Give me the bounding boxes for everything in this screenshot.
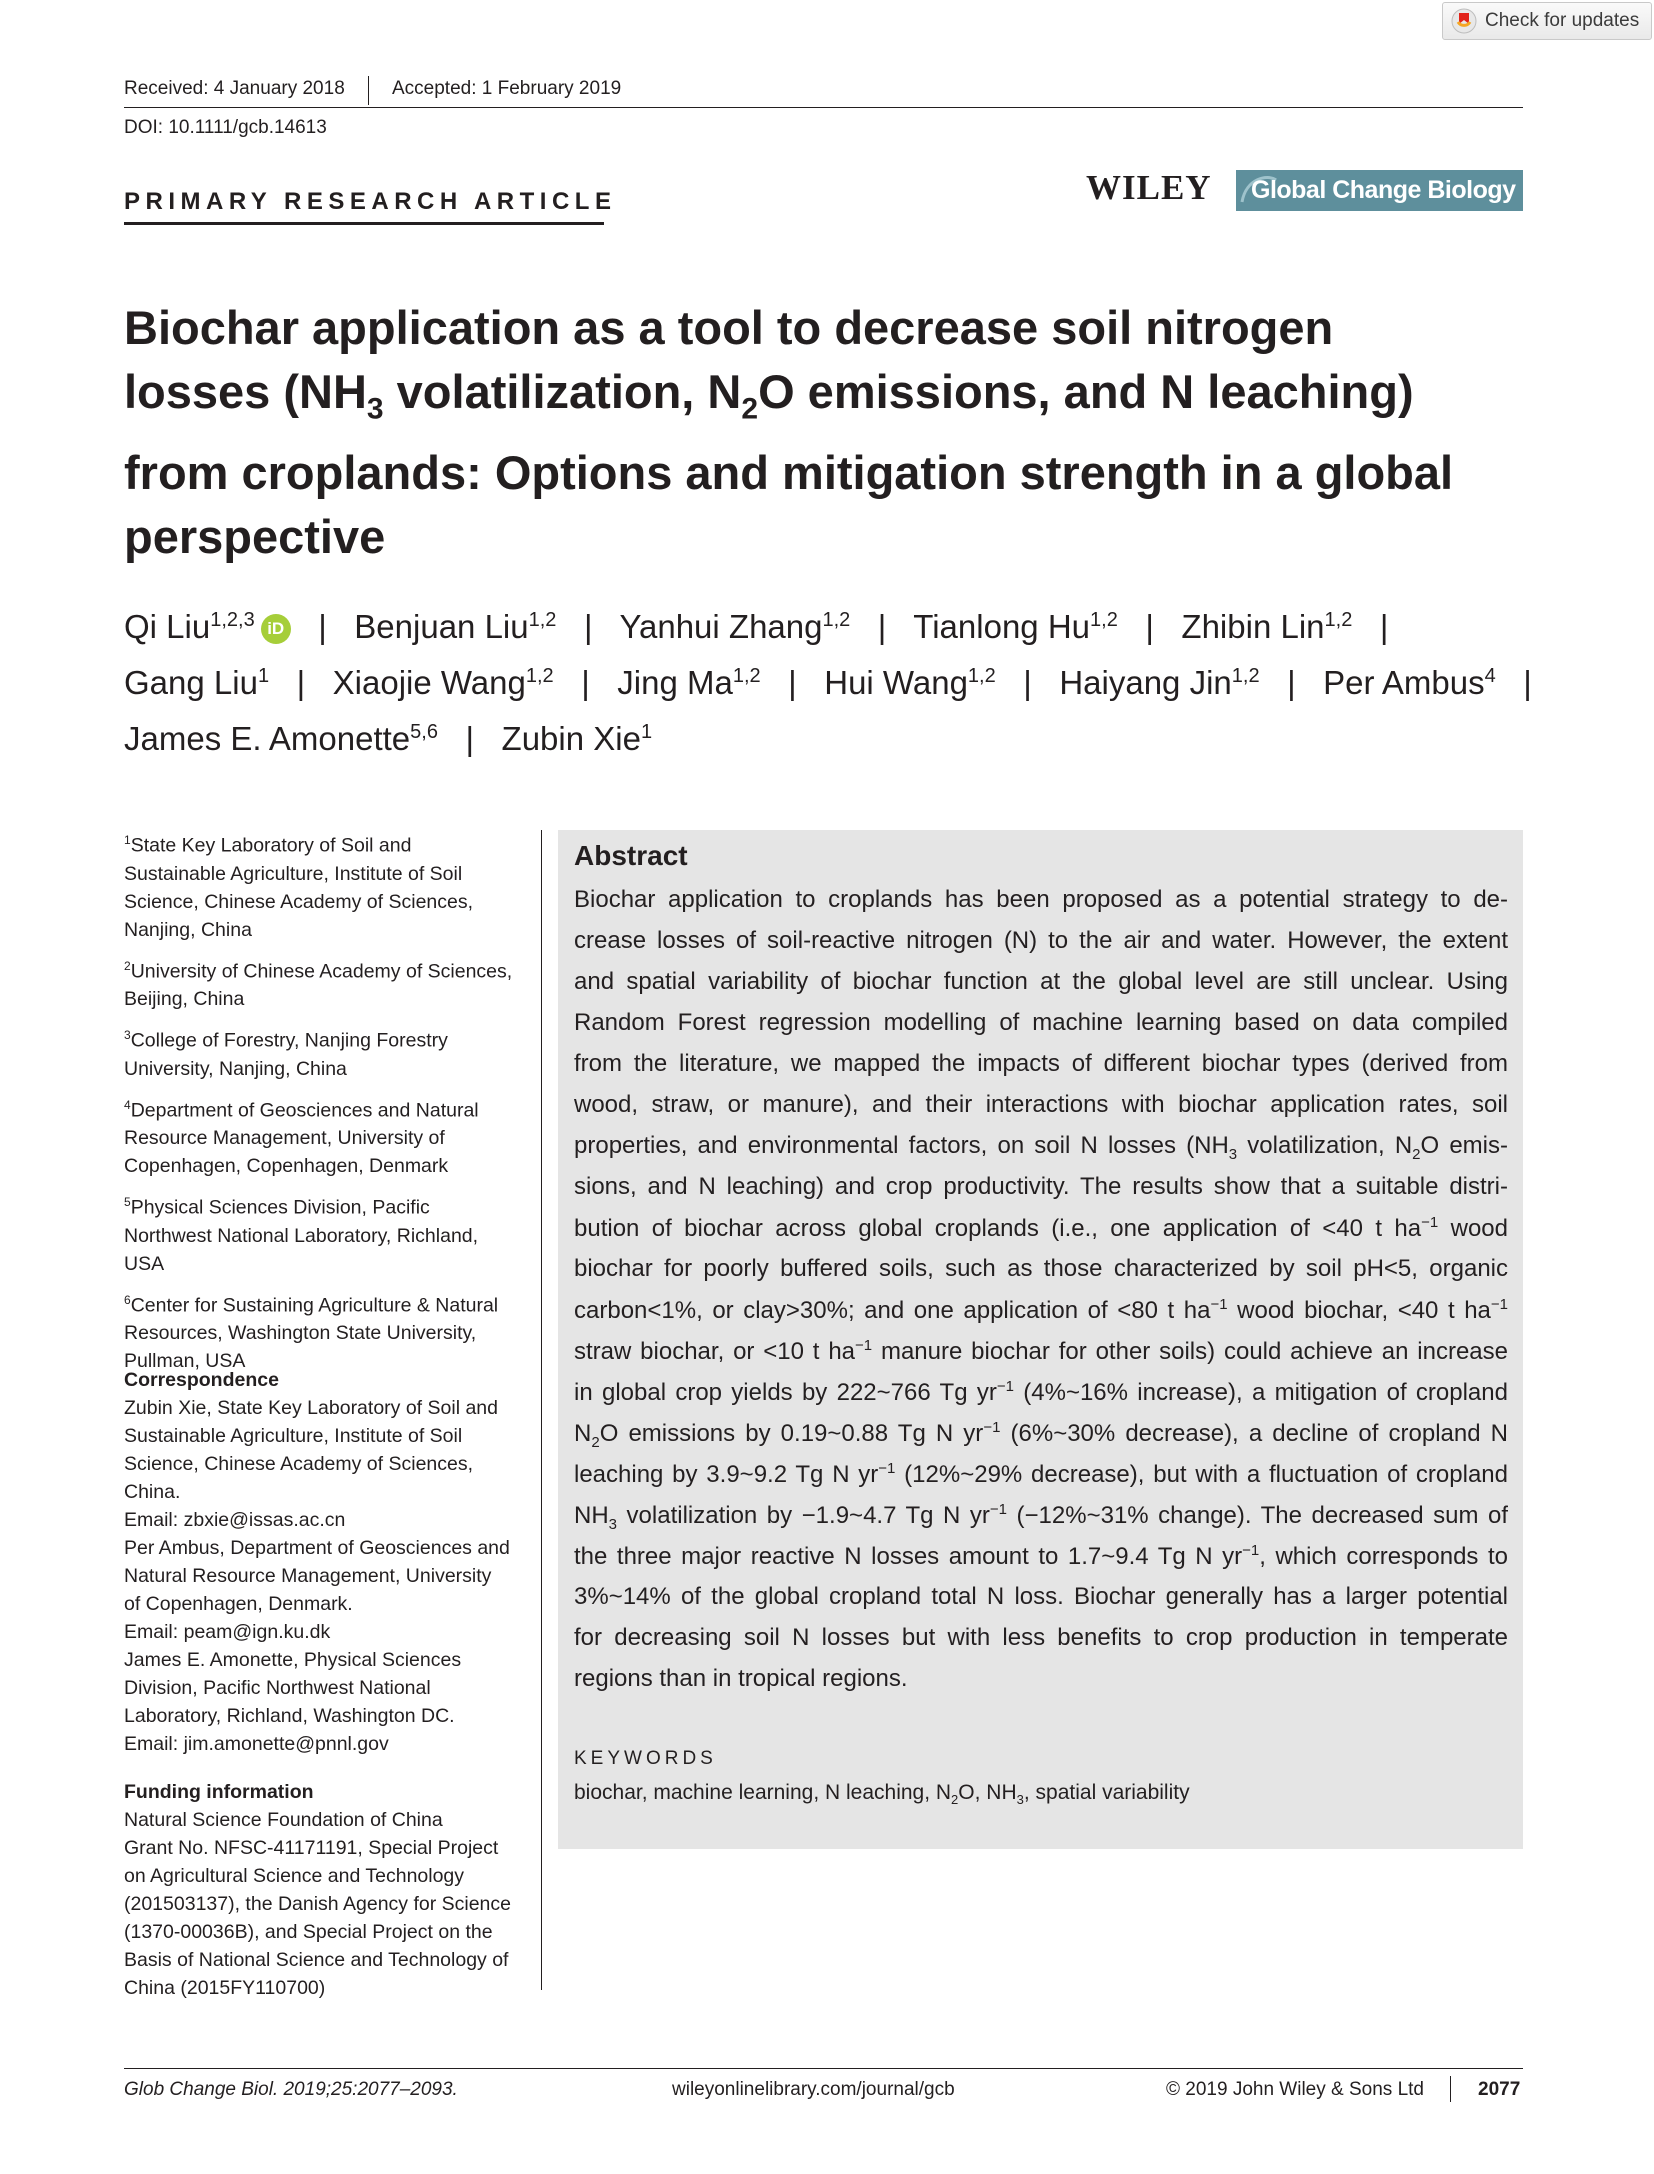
header-separator bbox=[368, 76, 369, 105]
abstract-line: Random Forest regression modelling of machine learning based on data compiled bbox=[574, 1009, 1508, 1036]
publisher-logo: WILEY bbox=[1086, 168, 1212, 207]
email-link[interactable]: Email: jim.amonette@pnnl.gov bbox=[124, 1733, 389, 1755]
author-name: Jing Ma bbox=[617, 664, 733, 701]
author-name: Benjuan Liu bbox=[354, 608, 529, 645]
affiliation-item: $^2$University of Chinese Academy of Sciences, Beijing, China bbox=[124, 958, 513, 1010]
header-rule bbox=[124, 107, 1523, 108]
author-name: James E. Amonette bbox=[124, 720, 411, 757]
article-type: PRIMARY RESEARCH ARTICLE bbox=[124, 188, 617, 215]
article-title bbox=[124, 296, 1544, 569]
author-name: Zubin Xie bbox=[501, 720, 641, 757]
correspondence-heading: Correspondence bbox=[124, 1369, 279, 1391]
affiliation-item: $^1$State Key Laboratory of Soil and Sustainable Agriculture, Institute of Soil Science, Chinese Academy of Sciences, Nanjing, China bbox=[124, 833, 474, 941]
journal-logo-text: Global Change Biology bbox=[1251, 176, 1516, 204]
abstract-line: biochar for poorly buffered soils, such as those characterized by soil pH<5, organic bbox=[574, 1255, 1508, 1282]
footer-url[interactable]: wileyonlinelibrary.com/journal/gcb bbox=[672, 2079, 955, 2100]
affiliation-item: $^6$Center for Sustaining Agriculture & Natural Resources, Washington State University, Pullman, USA bbox=[124, 1292, 499, 1372]
author-list-row-1: Qi Liu$^{1,2,3}$ iD | Benjuan Liu$^{1,2}$ | Yanhui Zhang$^{1,2}$ | Tianlong Hu$^{1,2}$ | Zhibin Lin$^{1,2}$ | bbox=[124, 608, 1389, 645]
journal-logo bbox=[1236, 170, 1523, 211]
title-line-1: Biochar application as a tool to decrease soil nitrogen bbox=[124, 301, 1334, 354]
author-name: Tianlong Hu bbox=[913, 608, 1091, 645]
author-name: Hui Wang bbox=[824, 664, 968, 701]
abstract-line: crease losses of soil-reactive nitrogen (N) to the air and water. However, the extent bbox=[574, 927, 1508, 954]
affiliation-item: $^5$Physical Sciences Division, Pacific Northwest National Laboratory, Richland, USA bbox=[124, 1195, 479, 1275]
author-name: Haiyang Jin bbox=[1059, 664, 1232, 701]
keywords-list: biochar, machine learning, N leaching, $N_2O$, $NH_3$, spatial variability bbox=[574, 1781, 1190, 1808]
footer-copyright: © 2019 John Wiley & Sons Ltd bbox=[1166, 2079, 1424, 2100]
email-link[interactable]: Email: zbxie@issas.ac.cn bbox=[124, 1509, 346, 1531]
affiliation-item: $^3$College of Forestry, Nanjing Forestry University, Nanjing, China bbox=[124, 1028, 448, 1080]
funding-heading: Funding information bbox=[124, 1781, 314, 1803]
footer-citation: Glob Change Biol. 2019;25:2077–2093. bbox=[124, 2079, 458, 2100]
abstract-line: wood, straw, or manure), and their interactions with biochar application rates, soil bbox=[574, 1091, 1508, 1118]
author-name: Qi Liu bbox=[124, 608, 211, 645]
orcid-icon[interactable]: iD bbox=[261, 614, 291, 644]
abstract-line: $N_2O$ emissions by 0.19~0.88 Tg N $yr^{-1}$ (6%~30% decrease), a decline of cropland N bbox=[574, 1419, 1508, 1451]
title-line-3: from croplands: Options and mitigation strength in a global bbox=[124, 446, 1454, 500]
abstract-heading: Abstract bbox=[574, 840, 688, 871]
author-name: Gang Liu bbox=[124, 664, 258, 701]
correspondence: Correspondence Zubin Xie, State Key Laboratory of Soil and Sustainable Agriculture, Institute of Soil Science, Chinese Academy of Sciences, China. Email: zbxie@issas.ac.cn Per Ambus, Department of Geosciences and Natural Resource Management, University of Copenhagen, Denmark. Email: peam@ign.ku.dk James E. Amonette, Physical Sciences Division, Pacific Northwest National Laboratory, Richland, Washington DC. Email: jim.amonette@pnnl.gov bbox=[124, 1366, 524, 1758]
abstract-line: in global crop yields by 222~766 Tg $yr^{-1}$ (4%~16% increase), a mitigation of cropland bbox=[574, 1378, 1508, 1406]
author-list-row-2: Gang Liu$^1$ | Xiaojie Wang$^{1,2}$ | Jing Ma$^{1,2}$ | Hui Wang$^{1,2}$ | Haiyang Jin$^{1,2}$ | Per Ambus$^4$ | bbox=[124, 664, 1532, 701]
abstract-line: leaching by 3.9~9.2 Tg N $yr^{-1}$ (12%~29% decrease), but with a fluctuation of cropland bbox=[574, 1460, 1508, 1488]
footer-separator bbox=[1450, 2076, 1451, 2102]
keywords-heading: KEYWORDS bbox=[574, 1748, 717, 1769]
abstract-line: carbon<1%, or clay>30%; and one application of <80 t $ha^{-1}$ wood biochar, <40 t $ha^{-1}$ bbox=[574, 1296, 1508, 1324]
check-for-updates-label: Check for updates bbox=[1485, 10, 1640, 31]
author-list-row-3: James E. Amonette$^{5,6}$ | Zubin Xie$^1$ bbox=[124, 720, 653, 757]
column-divider bbox=[541, 830, 542, 1990]
title-line-2: losses ($NH_3$ volatilization, $N_2O$ emissions, and N leaching) bbox=[124, 365, 1414, 426]
abstract-line: straw biochar, or <10 t $ha^{-1}$ manure biochar for other soils) could achieve an increase bbox=[574, 1337, 1508, 1365]
title-line-4: perspective bbox=[124, 510, 386, 564]
author-name: Zhibin Lin bbox=[1181, 608, 1325, 645]
affiliation-item: $^4$Department of Geosciences and Natural Resource Management, University of Copenhagen, Copenhagen, Denmark bbox=[124, 1097, 479, 1177]
abstract-line: bution of biochar across global croplands (i.e., one application of <40 t $ha^{-1}$ wood bbox=[574, 1214, 1508, 1242]
abstract-line: from the literature, we mapped the impacts of different biochar types (derived from bbox=[574, 1050, 1508, 1077]
author-name: Xiaojie Wang bbox=[332, 664, 526, 701]
received-date: Received: 4 January 2018 bbox=[124, 78, 345, 99]
abstract-line: and spatial variability of biochar function at the global level are still unclear. Using bbox=[574, 968, 1508, 995]
abstract-line: the three major reactive N losses amount to 1.7~9.4 Tg N $yr^{-1}$, which corresponds to bbox=[574, 1542, 1508, 1570]
article-type-rule bbox=[124, 222, 604, 225]
abstract-line: regions than in tropical regions. bbox=[574, 1665, 908, 1692]
author-name: Yanhui Zhang bbox=[619, 608, 823, 645]
abstract-line: properties, and environmental factors, on soil N losses ($NH_3$ volatilization, $N_2O$ emis- bbox=[574, 1132, 1508, 1163]
accepted-date: Accepted: 1 February 2019 bbox=[392, 78, 622, 99]
footer-rule bbox=[124, 2068, 1523, 2069]
abstract-line: for decreasing soil N losses but with less benefits to crop production in temperate bbox=[574, 1624, 1508, 1651]
page-number: 2077 bbox=[1478, 2079, 1521, 2100]
email-link[interactable]: Email: peam@ign.ku.dk bbox=[124, 1621, 331, 1643]
abstract-line: $NH_3$ volatilization by −1.9~4.7 Tg N $yr^{-1}$ (−12%~31% change). The decreased sum of bbox=[574, 1501, 1508, 1533]
check-for-updates-badge[interactable] bbox=[1442, 2, 1652, 40]
funding-information: Funding information Natural Science Foundation of China Grant No. NFSC-41171191, Special Project on Agricultural Science and Technology (201503137), the Danish Agency for Science (1370-00036B), and Special Project on the Basis of National Science and Technology of China (2015FY110700) bbox=[124, 1778, 524, 2002]
author-name: Per Ambus bbox=[1323, 664, 1485, 701]
abstract-line: 3%~14% of the global cropland total N loss. Biochar generally has a larger potential bbox=[574, 1583, 1508, 1610]
abstract-line: sions, and N leaching) and crop productivity. The results show that a suitable distri- bbox=[574, 1173, 1508, 1200]
doi[interactable]: DOI: 10.1111/gcb.14613 bbox=[124, 117, 327, 138]
affiliations bbox=[124, 826, 524, 1375]
crossmark-icon bbox=[1451, 8, 1477, 34]
abstract-line: Biochar application to croplands has been proposed as a potential strategy to de- bbox=[574, 886, 1508, 913]
